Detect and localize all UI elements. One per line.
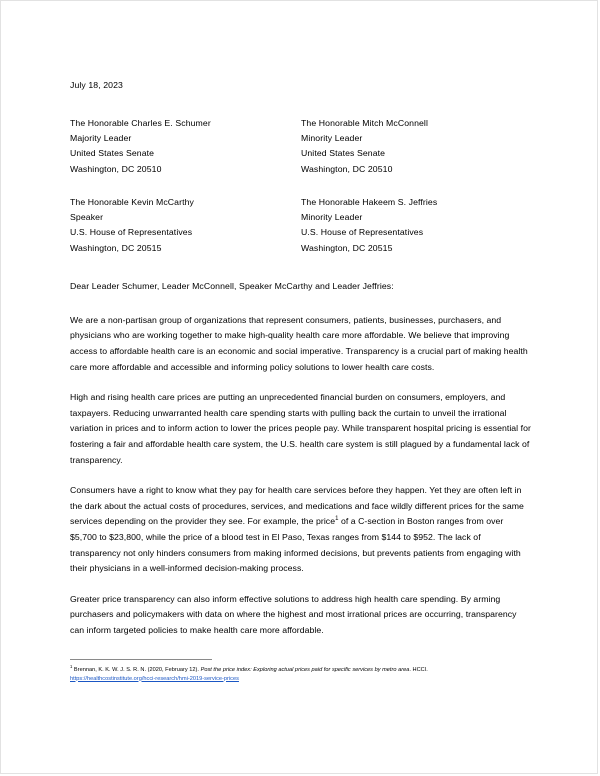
footnote-suffix: . HCCI. bbox=[409, 667, 428, 673]
address-block-house bbox=[70, 195, 532, 256]
body-paragraph-3 bbox=[70, 483, 532, 577]
recipient-mccarthy bbox=[70, 195, 301, 256]
footnote-author: Brennan, K. K. W. J. S. R. N. (2020, February 12). bbox=[72, 667, 201, 673]
body-paragraph-1: We are a non-partisan group of organizations that represent consumers, patients, businesses, purchasers, and physicians who are working together to make high-quality health care more affordable. We believe that improving access to affordable health care is an economic and social imperative. Transparency is a crucial part of making health care more affordable and accessible and informing policy solutions to lower health care costs. bbox=[70, 314, 528, 372]
recipient-name: The Honorable Kevin McCarthy bbox=[70, 196, 194, 207]
salutation: Dear Leader Schumer, Leader McConnell, Speaker McCarthy and Leader Jeffries: bbox=[70, 281, 394, 292]
footnote-area bbox=[70, 659, 532, 684]
paragraph-3-text-after-footnote: of a C-section in Boston ranges from over $5,700 to $23,800, while the price of a blood test in El Paso, Texas ranges from $144 to $952. The lack of transparency not only hinders consumers from making informed decisions, but prevents patients from engaging with their physicians in a well-informed decision-making process. bbox=[70, 516, 521, 574]
recipient-location: Washington, DC 20510 bbox=[70, 163, 162, 174]
recipient-title: Minority Leader bbox=[301, 133, 363, 143]
body-paragraph-2: High and rising health care prices are putting an unprecedented financial burden on consumers, employers, and taxpayers. Reducing unwarranted health care spending starts with pulling back the curtain to unveil the irrational variation in prices and to inform action to lower the prices people pay. While transparent hospital pricing is essential for fostering a fair and affordable health care system, the U.S. health care system is still plagued by a fundamental lack of transparency. bbox=[70, 392, 531, 465]
recipient-title: Majority Leader bbox=[70, 133, 132, 143]
recipient-location: Washington, DC 20510 bbox=[301, 163, 393, 174]
recipient-jeffries bbox=[301, 195, 532, 256]
letter-content bbox=[70, 81, 532, 638]
recipient-body: United States Senate bbox=[301, 148, 386, 159]
letter-date: July 18, 2023 bbox=[70, 80, 123, 90]
recipient-title: Minority Leader bbox=[301, 212, 363, 223]
footnote-marker: 1 bbox=[70, 664, 73, 670]
recipient-body: U.S. House of Representatives bbox=[70, 227, 193, 238]
footnote-url-link[interactable]: https://healthcostinstitute.org/hcci-research/hmi-2019-service-prices bbox=[70, 675, 239, 682]
footnote-title: Post the price index: Exploring actual prices paid for specific services by metro area bbox=[200, 667, 410, 673]
recipient-name: The Honorable Hakeem S. Jeffries bbox=[301, 196, 438, 207]
recipient-name: The Honorable Charles E. Schumer bbox=[70, 117, 211, 128]
recipient-location: Washington, DC 20515 bbox=[70, 242, 162, 253]
footnote-reference-marker[interactable]: 1 bbox=[335, 516, 339, 523]
recipient-location: Washington, DC 20515 bbox=[301, 242, 393, 253]
footnote-separator-rule bbox=[70, 659, 212, 660]
recipient-schumer bbox=[70, 116, 301, 177]
recipient-title: Speaker bbox=[70, 212, 104, 223]
address-block-senate bbox=[70, 116, 532, 177]
recipient-body: United States Senate bbox=[70, 148, 155, 159]
body-paragraph-4: Greater price transparency can also inform effective solutions to address high health care spending. By arming purchasers and policymakers with data on where the highest and most irrational prices are occurring, transparency can inform targeted policies to make health care more affordable. bbox=[70, 593, 517, 635]
recipient-mcconnell bbox=[301, 116, 532, 177]
recipient-body: U.S. House of Representatives bbox=[301, 227, 424, 238]
paragraph-3-text-before-footnote: Consumers have a right to know what they pay for health care services before they happen. Yet they are often left in the dark about the actual costs of procedures, services, and medications and face wildly different prices for the same services depending on the provider they see. For example, the price bbox=[70, 485, 524, 527]
recipient-name: The Honorable Mitch McConnell bbox=[301, 117, 428, 128]
footnote-citation bbox=[70, 666, 532, 675]
